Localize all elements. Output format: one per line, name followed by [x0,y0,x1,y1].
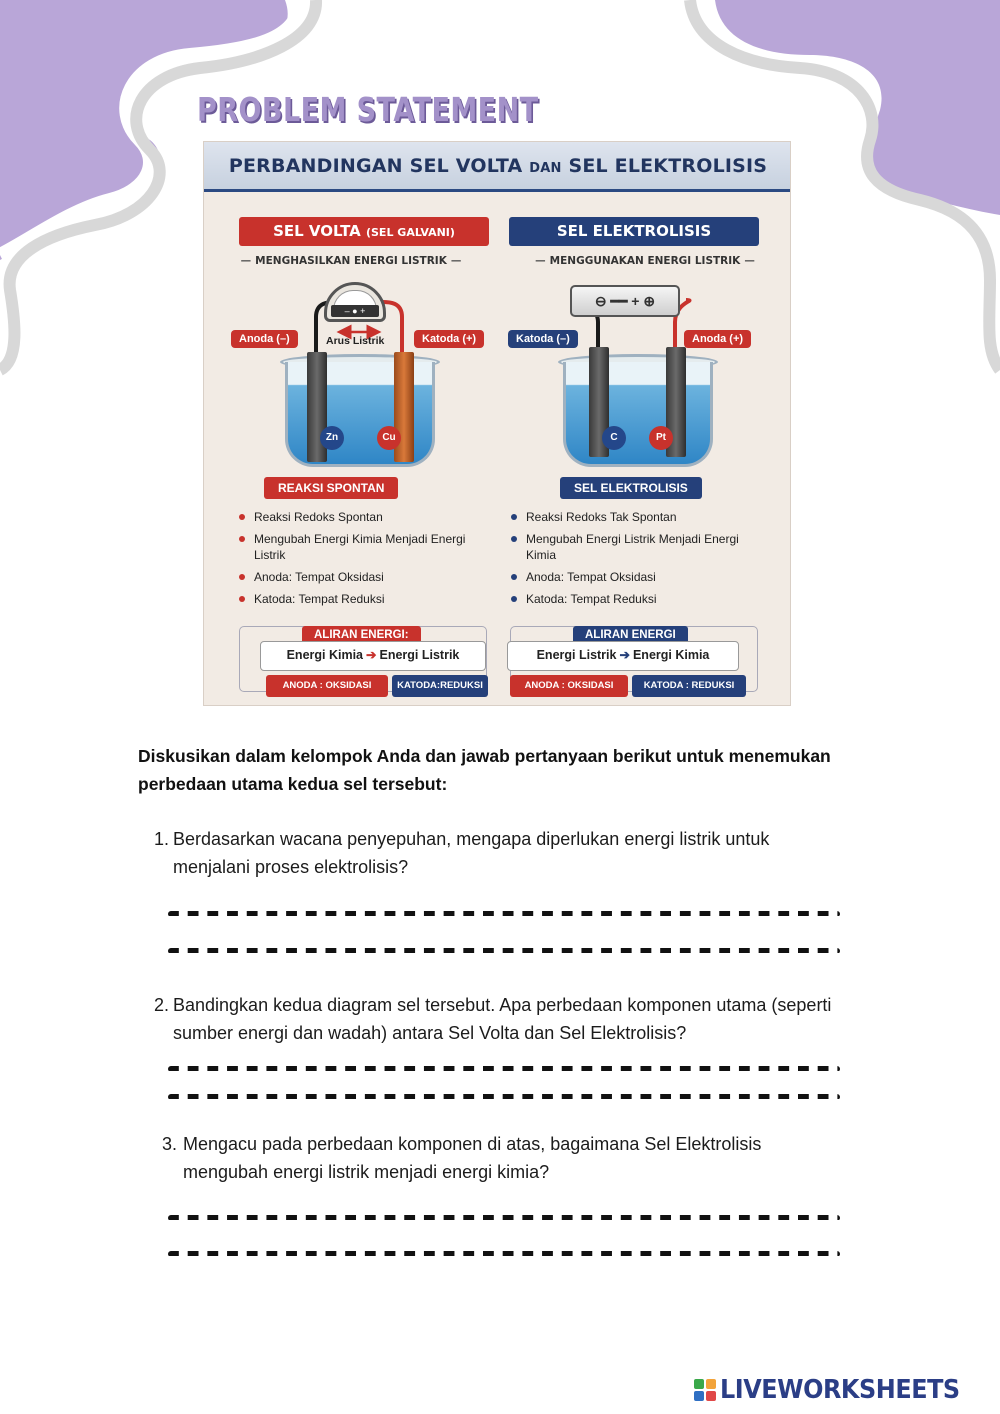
volta-banner-subtitle: (SEL GALVANI) [365,226,455,239]
c-marker: C [602,426,626,450]
elektrolisis-flow-to: Energi Kimia [632,648,710,662]
volta-tagline: — MENGHASILKAN ENERGI LISTRIK — [204,255,498,267]
volta-anode-tag: ANODA : OKSIDASI [266,675,388,697]
elektrolisis-section-title: SEL ELEKTROLISIS [560,477,702,499]
volta-banner-title: SEL VOLTA [273,222,361,240]
list-item: Mengubah Energi Listrik Menjadi Energi Kimia [510,531,760,563]
elektrolisis-anode-tag: ANODA : OKSIDASI [510,675,628,697]
elektrolisis-flow-title: ALIRAN ENERGI [573,626,688,644]
infographic-title-part1: PERBANDINGAN SEL VOLTA [228,155,523,177]
infographic-title-part3: SEL ELEKTROLISIS [568,155,768,177]
elektrolisis-column [498,142,791,706]
list-item: Reaksi Redoks Tak Spontan [510,509,760,525]
elektrolisis-beaker [563,362,713,467]
liveworksheets-icon [694,1379,716,1401]
list-item: Anoda: Tempat Oksidasi [510,569,760,585]
question-text: Mengacu pada perbedaan komponen di atas, bagaimana Sel Elektrolisis mengubah energi listrik menjadi energi kimia? [183,1134,762,1182]
answer-line-2a[interactable] [168,1066,840,1072]
zn-marker: Zn [320,426,344,450]
volta-anode-label: Anoda (–) [231,330,298,348]
liveworksheets-logo[interactable] [694,1375,981,1405]
elektrolisis-cathode-label: Katoda (–) [508,330,578,348]
brand-name: LIVEWORKSHEETS [720,1375,960,1405]
answer-line-3b[interactable] [168,1251,840,1257]
elektrolisis-flow-from: Energi Listrik [536,648,617,662]
volta-flow-title: ALIRAN ENERGI: [302,626,421,644]
arrow-right-icon: ➔ [366,648,377,662]
elektrolisis-anode-label: Anoda (+) [684,330,751,348]
volta-bullet-list [238,509,478,613]
list-item: Katoda: Tempat Reduksi [510,591,760,607]
comparison-infographic [203,141,791,706]
volta-section-title: REAKSI SPONTAN [264,477,398,499]
cu-marker: Cu [377,426,401,450]
answer-line-1b[interactable] [168,948,840,954]
elektrolisis-bullet-list [510,509,760,613]
volta-flow-to: Energi Listrik [379,648,460,662]
voltmeter-label: – ● + [331,305,379,317]
answer-line-2b[interactable] [168,1094,840,1100]
list-item: Reaksi Redoks Spontan [238,509,478,525]
list-item: Mengubah Energi Kimia Menjadi Energi Listrik [238,531,478,563]
question-text: Berdasarkan wacana penyepuhan, mengapa diperlukan energi listrik untuk menjalani proses elektrolisis? [173,829,770,877]
volta-cathode-label: Katoda (+) [414,330,484,348]
question-2 [154,991,844,1047]
volta-flow-text [260,641,486,671]
question-1 [154,825,844,881]
infographic-title-part2: DAN [529,161,562,176]
answer-line-1a[interactable] [168,911,840,917]
elektrolisis-tagline: — MENGGUNAKAN ENERGI LISTRIK — [498,255,791,267]
list-item: Katoda: Tempat Reduksi [238,591,478,607]
list-item: Anoda: Tempat Oksidasi [238,569,478,585]
page-title: PROBLEM STATEMENT [197,90,539,129]
answer-line-3a[interactable] [168,1215,840,1221]
battery-icon: ⊖ ━━ + ⊕ [570,285,680,317]
question-text: Bandingkan kedua diagram sel tersebut. Apa perbedaan komponen utama (seperti sumber energi dan wadah) antara Sel Volta dan Sel Elektrolisis? [173,995,832,1043]
elektrolisis-banner: SEL ELEKTROLISIS [509,217,759,246]
volta-current-label: Arus Listrik [326,335,385,347]
discussion-intro: Diskusikan dalam kelompok Anda dan jawab pertanyaan berikut untuk menemukan perbedaan utama kedua sel tersebut: [138,746,831,794]
arrow-right-icon: ➔ [619,648,630,662]
elektrolisis-flow-text [507,641,739,671]
elektrolisis-cathode-tag: KATODA : REDUKSI [632,675,746,697]
question-number: 2. [154,995,170,1015]
question-3 [162,1130,842,1186]
question-number: 1. [154,829,170,849]
volta-flow-from: Energi Kimia [286,648,364,662]
volta-cathode-tag: KATODA:REDUKSI [392,675,488,697]
pt-marker: Pt [649,426,673,450]
volta-column [204,142,498,706]
question-number: 3. [162,1134,178,1154]
